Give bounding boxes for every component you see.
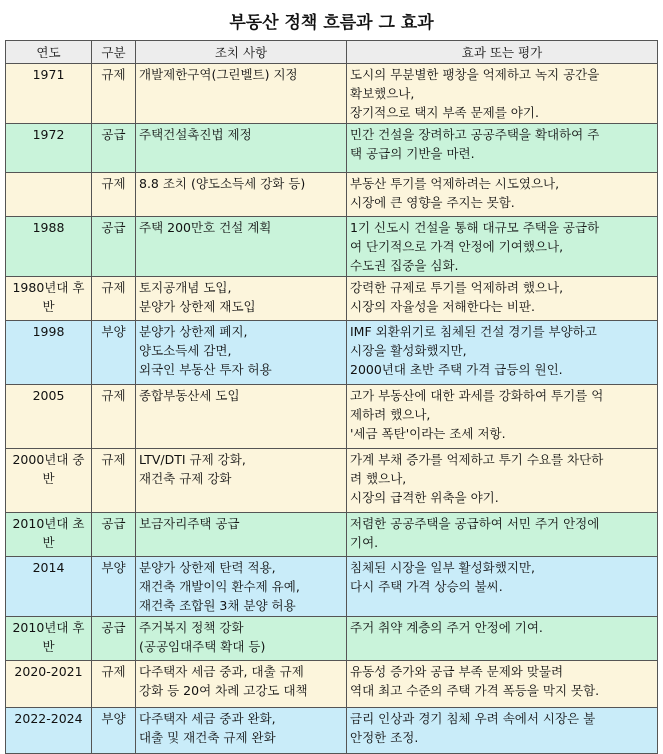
cell-measures bbox=[136, 661, 347, 708]
cell-measures bbox=[136, 557, 347, 617]
cell-effects bbox=[347, 708, 658, 754]
year-text: 2014 bbox=[32, 560, 65, 575]
year-text: 2000년대 중반 bbox=[12, 452, 85, 486]
cell-type: 공급 bbox=[92, 513, 136, 557]
table-body bbox=[6, 64, 658, 754]
cell-year bbox=[6, 64, 92, 124]
measure-line: 외국인 부동산 투자 허용 bbox=[139, 362, 272, 377]
cell-type: 공급 bbox=[92, 124, 136, 173]
table-row bbox=[6, 513, 658, 557]
effect-line: 여 단기적으로 가격 안정에 기여했으나, bbox=[350, 239, 564, 254]
measure-line: 주택건설촉진법 제정 bbox=[139, 127, 252, 142]
effect-line: 다시 주택 가격 상승의 불씨. bbox=[350, 579, 503, 594]
effect-line: 유동성 증가와 공급 부족 문제와 맞물려 bbox=[350, 664, 564, 679]
header-measures: 조치 사항 bbox=[136, 41, 347, 64]
cell-year bbox=[6, 557, 92, 617]
table-row bbox=[6, 661, 658, 708]
cell-type: 규제 bbox=[92, 661, 136, 708]
effect-line: 수도권 집중을 심화. bbox=[350, 258, 459, 273]
measure-line: 다주택자 세금 중과 완화, bbox=[139, 711, 276, 726]
effect-line: 제하려 했으나, bbox=[350, 407, 431, 422]
year-text: 2022-2024 bbox=[14, 711, 83, 726]
measure-line: 주거복지 정책 강화 bbox=[139, 620, 244, 635]
effect-line: 침체된 시장을 일부 활성화했지만, bbox=[350, 560, 535, 575]
header-year: 연도 bbox=[6, 41, 92, 64]
cell-measures bbox=[136, 217, 347, 277]
measure-line: LTV/DTI 규제 강화, bbox=[139, 452, 246, 467]
measure-line: 종합부동산세 도입 bbox=[139, 388, 240, 403]
cell-measures bbox=[136, 513, 347, 557]
cell-year bbox=[6, 449, 92, 513]
effect-line: 시장의 급격한 위축을 야기. bbox=[350, 490, 499, 505]
cell-effects bbox=[347, 64, 658, 124]
effect-line: '세금 폭탄'이라는 조세 저항. bbox=[350, 426, 506, 441]
effect-line: 금리 인상과 경기 침체 우려 속에서 시장은 불 bbox=[350, 711, 596, 726]
cell-type: 부양 bbox=[92, 321, 136, 385]
table-row bbox=[6, 124, 658, 173]
cell-year bbox=[6, 661, 92, 708]
cell-measures bbox=[136, 385, 347, 449]
effect-line: 확보했으나, bbox=[350, 86, 415, 101]
measure-line: 대출 및 재건축 규제 완화 bbox=[139, 730, 276, 745]
cell-effects bbox=[347, 124, 658, 173]
cell-measures bbox=[136, 708, 347, 754]
effect-line: 시장을 활성화했지만, bbox=[350, 343, 467, 358]
year-text: 1980년대 후반 bbox=[12, 280, 85, 314]
effect-line: 민간 건설을 장려하고 공공주택을 확대하여 주 bbox=[350, 127, 600, 142]
year-text: 2005 bbox=[32, 388, 65, 403]
table-row bbox=[6, 173, 658, 217]
cell-effects bbox=[347, 617, 658, 661]
measure-line: (공공임대주택 확대 등) bbox=[139, 639, 266, 654]
cell-year bbox=[6, 321, 92, 385]
cell-type: 규제 bbox=[92, 449, 136, 513]
cell-effects bbox=[347, 217, 658, 277]
cell-type: 공급 bbox=[92, 617, 136, 661]
cell-effects bbox=[347, 321, 658, 385]
effect-line: 시장에 큰 영향을 주지는 못함. bbox=[350, 195, 515, 210]
cell-measures bbox=[136, 321, 347, 385]
year-text: 1972 bbox=[32, 127, 65, 142]
measure-line: 주택 200만호 건설 계획 bbox=[139, 220, 272, 235]
table-row bbox=[6, 557, 658, 617]
measure-line: 분양가 상한제 폐지, bbox=[139, 324, 248, 339]
effect-line: 2000년대 초반 주택 가격 급등의 원인. bbox=[350, 362, 563, 377]
cell-measures bbox=[136, 277, 347, 321]
effect-line: 1기 신도시 건설을 통해 대규모 주택을 공급하 bbox=[350, 220, 600, 235]
year-text: 2020-2021 bbox=[14, 664, 83, 679]
effect-line: 택 공급의 기반을 마련. bbox=[350, 146, 475, 161]
measure-line: 보금자리주택 공급 bbox=[139, 516, 240, 531]
cell-year bbox=[6, 277, 92, 321]
effect-line: 역대 최고 수준의 주택 가격 폭등을 막지 못함. bbox=[350, 683, 600, 698]
effect-line: 부동산 투기를 억제하려는 시도였으나, bbox=[350, 176, 560, 191]
cell-year bbox=[6, 385, 92, 449]
measure-line: 토지공개념 도입, bbox=[139, 280, 232, 295]
effect-line: 안정한 조정. bbox=[350, 730, 419, 745]
measure-line: 8.8 조치 (양도소득세 강화 등) bbox=[139, 176, 306, 191]
measure-line: 재건축 조합원 3채 분양 허용 bbox=[139, 598, 296, 613]
table-row bbox=[6, 64, 658, 124]
effect-line: 도시의 무분별한 팽창을 억제하고 녹지 공간을 bbox=[350, 67, 600, 82]
header-type: 구분 bbox=[92, 41, 136, 64]
cell-type: 부양 bbox=[92, 557, 136, 617]
cell-effects bbox=[347, 513, 658, 557]
cell-effects bbox=[347, 277, 658, 321]
measure-line: 분양가 상한제 재도입 bbox=[139, 299, 256, 314]
cell-measures bbox=[136, 617, 347, 661]
effect-line: 가계 부채 증가를 억제하고 투기 수요를 차단하 bbox=[350, 452, 604, 467]
cell-type: 규제 bbox=[92, 64, 136, 124]
effect-line: 기여. bbox=[350, 535, 379, 550]
cell-effects bbox=[347, 173, 658, 217]
table-row bbox=[6, 617, 658, 661]
effect-line: 강력한 규제로 투기를 억제하려 했으나, bbox=[350, 280, 564, 295]
policy-table bbox=[5, 40, 658, 754]
measure-line: 다주택자 세금 중과, 대출 규제 bbox=[139, 664, 304, 679]
cell-measures bbox=[136, 124, 347, 173]
table-row bbox=[6, 708, 658, 754]
cell-measures bbox=[136, 449, 347, 513]
cell-type: 규제 bbox=[92, 173, 136, 217]
cell-type: 공급 bbox=[92, 217, 136, 277]
cell-year bbox=[6, 617, 92, 661]
cell-type: 규제 bbox=[92, 385, 136, 449]
effect-line: 고가 부동산에 대한 과세를 강화하여 투기를 억 bbox=[350, 388, 604, 403]
year-text: 1998 bbox=[32, 324, 65, 339]
table-row bbox=[6, 277, 658, 321]
measure-line: 강화 등 20여 차례 고강도 대책 bbox=[139, 683, 308, 698]
cell-year bbox=[6, 173, 92, 217]
cell-measures bbox=[136, 173, 347, 217]
table-row bbox=[6, 321, 658, 385]
cell-measures bbox=[136, 64, 347, 124]
cell-effects bbox=[347, 449, 658, 513]
table-row bbox=[6, 217, 658, 277]
table-header-row bbox=[6, 41, 658, 64]
cell-year bbox=[6, 513, 92, 557]
year-text: 2010년대 초반 bbox=[12, 516, 85, 550]
year-text: 1988 bbox=[32, 220, 65, 235]
table-row bbox=[6, 449, 658, 513]
year-text: 1971 bbox=[32, 67, 65, 82]
cell-effects bbox=[347, 661, 658, 708]
measure-line: 양도소득세 감면, bbox=[139, 343, 232, 358]
effect-line: 주거 취약 계층의 주거 안정에 기여. bbox=[350, 620, 543, 635]
measure-line: 재건축 규제 강화 bbox=[139, 471, 232, 486]
effect-line: 려 했으나, bbox=[350, 471, 407, 486]
cell-year bbox=[6, 217, 92, 277]
effect-line: 저렴한 공공주택을 공급하여 서민 주거 안정에 bbox=[350, 516, 600, 531]
measure-line: 재건축 개발이익 환수제 유예, bbox=[139, 579, 300, 594]
measure-line: 분양가 상한제 탄력 적용, bbox=[139, 560, 276, 575]
year-text: 2010년대 후반 bbox=[12, 620, 85, 654]
cell-type: 규제 bbox=[92, 277, 136, 321]
cell-type: 부양 bbox=[92, 708, 136, 754]
header-effects: 효과 또는 평가 bbox=[347, 41, 658, 64]
cell-year bbox=[6, 124, 92, 173]
effect-line: IMF 외환위기로 침체된 건설 경기를 부양하고 bbox=[350, 324, 597, 339]
effect-line: 장기적으로 택지 부족 문제를 야기. bbox=[350, 105, 539, 120]
cell-effects bbox=[347, 385, 658, 449]
table-row bbox=[6, 385, 658, 449]
effect-line: 시장의 자율성을 저해한다는 비판. bbox=[350, 299, 535, 314]
cell-year bbox=[6, 708, 92, 754]
measure-line: 개발제한구역(그린벨트) 지정 bbox=[139, 67, 298, 82]
cell-effects bbox=[347, 557, 658, 617]
page-title: 부동산 정책 흐름과 그 효과 bbox=[229, 13, 434, 33]
